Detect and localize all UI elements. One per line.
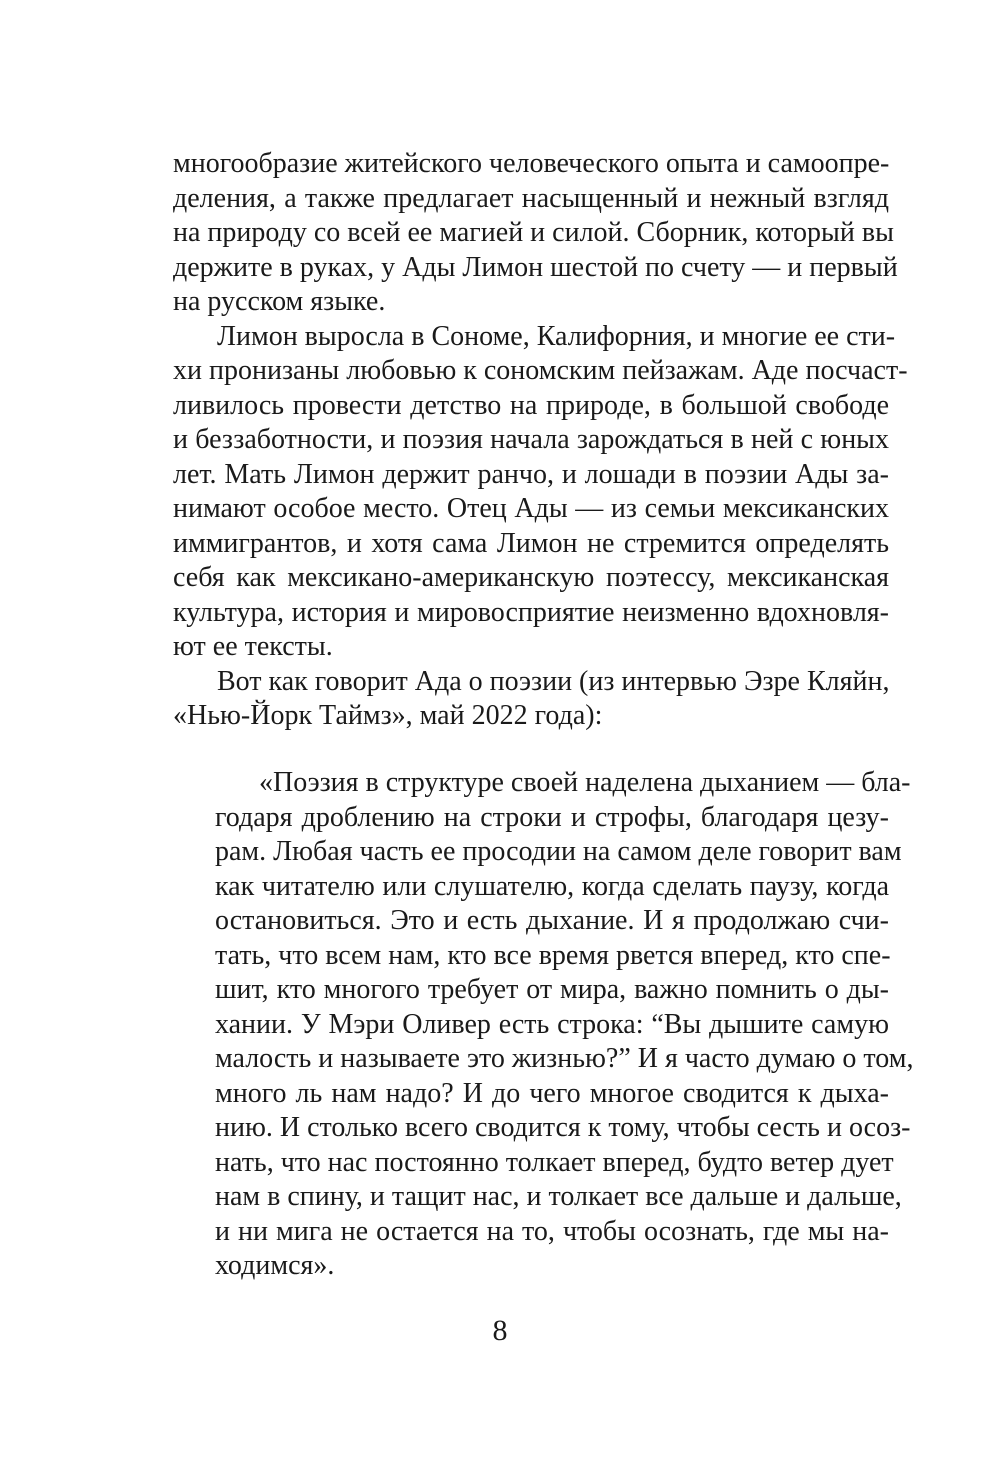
text-line: «Нью-Йорк Таймз», май 2022 года): <box>173 700 603 731</box>
quote-line: нать, что нас постоянно толкает вперед, будто ветер дует <box>215 1146 894 1178</box>
text-line: держите в руках, у Ады Лимон шестой по счету — и первый <box>173 251 898 283</box>
text-line: на природу со всей ее магией и силой. Сборник, который вы <box>173 217 894 248</box>
quote-line: и ни мига не остается на то, чтобы осознать, где мы на- <box>215 1215 889 1247</box>
text-line: Лимон выросла в Сономе, Калифорния, и многие ее сти- <box>217 320 896 352</box>
quote-line: много ль нам надо? И до чего многое сводится к дыха- <box>215 1077 889 1109</box>
quote-line: «Поэзия в структуре своей наделена дыханием — бла- <box>259 767 911 798</box>
quote-line: шит, кто многого требует от мира, важно помнить о ды- <box>215 974 889 1005</box>
page-number: 8 <box>492 1314 508 1347</box>
text-line: хи пронизаны любовью к сономским пейзажам. Аде посчаст- <box>173 355 908 386</box>
text-line: Вот как говорит Ада о поэзии (из интервью Эзре Кляйн, <box>217 665 890 697</box>
quote-line: тать, что всем нам, кто все время рвется вперед, кто спе- <box>215 939 891 971</box>
text-line: на русском языке. <box>173 286 386 317</box>
text-line: себя как мексикано-американскую поэтессу, мексиканская <box>173 562 889 593</box>
quote-line: хании. У Мэри Оливер есть строка: “Вы дышите самую <box>215 1008 889 1040</box>
quote-line: нам в спину, и тащит нас, и толкает все дальше и дальше, <box>215 1181 902 1212</box>
quote-line: как читателю или слушателю, когда сделать паузу, когда <box>215 870 889 902</box>
text-line: и беззаботности, и поэзия начала зарождаться в ней с юных <box>173 424 889 455</box>
quote-line: нию. И столько всего сводится к тому, чтобы сесть и осоз- <box>215 1112 911 1143</box>
quote-line: остановиться. Это и есть дыхание. И я продолжаю счи- <box>215 905 889 936</box>
text-line: лет. Мать Лимон держит ранчо, и лошади в поэзии Ады за- <box>173 458 889 490</box>
quote-line: рам. Любая часть ее просодии на самом деле говорит вам <box>215 836 902 867</box>
text-line: ливилось провести детство на природе, в большой свободе <box>173 389 889 421</box>
text-line: нимают особое место. Отец Ады — из семьи мексиканских <box>173 493 889 524</box>
block-quote <box>215 766 914 1284</box>
text-line: иммигрантов, и хотя сама Лимон не стремится определять <box>173 527 889 559</box>
quote-line: годаря дроблению на строки и строфы, благодаря цезу- <box>215 801 889 833</box>
text-line: многообразие житейского человеческого опыта и самоопре- <box>173 148 890 179</box>
text-line: деления, а также предлагает насыщенный и нежный взгляд <box>173 182 889 214</box>
quote-line: малость и называете это жизнью?” И я часто думаю о том, <box>215 1043 914 1074</box>
text-line: ют ее тексты. <box>173 631 333 662</box>
quote-line: ходимся». <box>215 1250 335 1281</box>
body-text <box>173 147 908 734</box>
text-line: культура, история и мировосприятие неизменно вдохновля- <box>173 596 889 628</box>
